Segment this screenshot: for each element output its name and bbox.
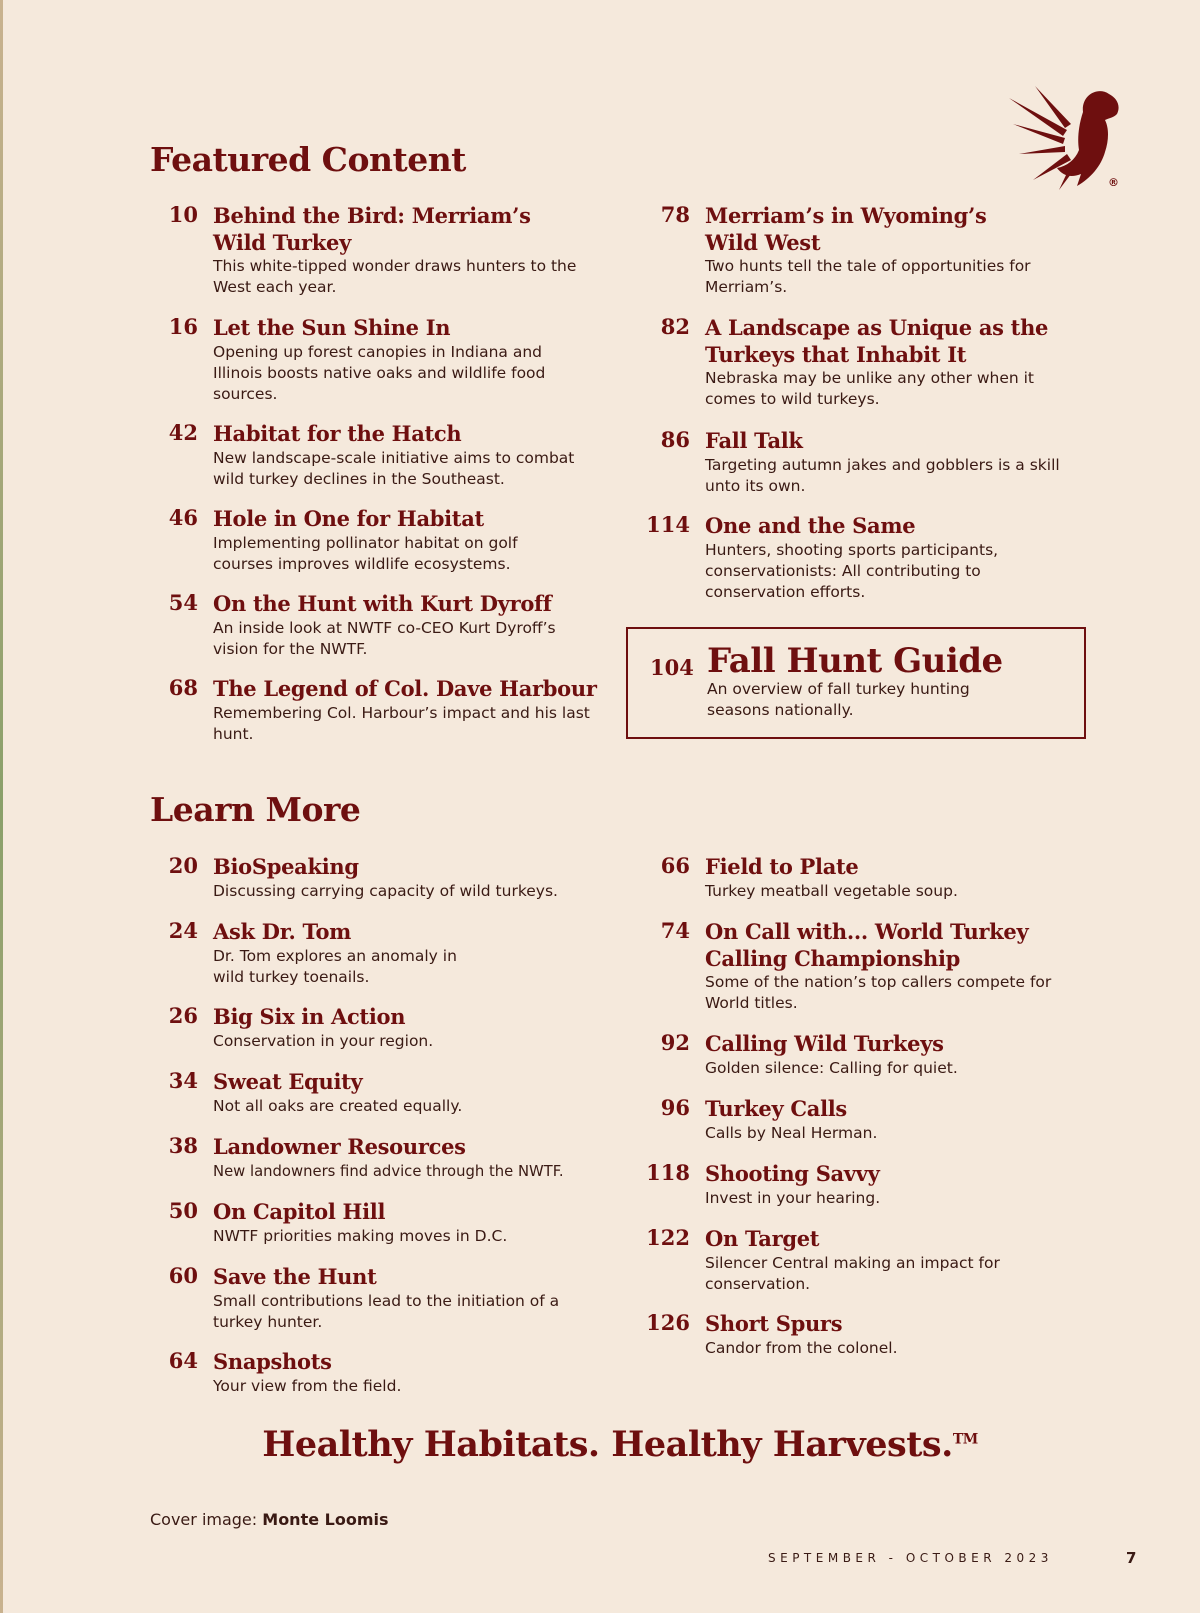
article-title: Big Six in Action xyxy=(213,1004,406,1029)
article-description: Hunters, shooting sports participants, conservationists: All contributing to conservation efforts. xyxy=(705,541,999,601)
page-number: 50 xyxy=(168,1198,198,1223)
article-description: Not all oaks are created equally. xyxy=(213,1097,463,1115)
article-title: Short Spurs xyxy=(705,1311,843,1336)
article-title: Calling Wild Turkeys xyxy=(705,1031,944,1056)
article-title: BioSpeaking xyxy=(213,854,359,879)
article-description: Silencer Central making an impact for conservation. xyxy=(705,1254,1000,1293)
page-number: 126 xyxy=(646,1310,690,1335)
article-description: Your view from the field. xyxy=(213,1377,402,1395)
article-description: Conservation in your region. xyxy=(213,1032,434,1050)
article-title: Ask Dr. Tom xyxy=(213,919,352,944)
article-title: Save the Hunt xyxy=(213,1264,377,1289)
page-number: 68 xyxy=(168,675,198,700)
cover-credit-label: Cover image: xyxy=(150,1510,258,1529)
page-number: 26 xyxy=(168,1003,198,1028)
page-number: 60 xyxy=(168,1263,198,1288)
page-number: 82 xyxy=(660,314,690,339)
page-number: 118 xyxy=(646,1160,690,1185)
article-description: Calls by Neal Herman. xyxy=(705,1124,878,1142)
article-title: On Capitol Hill xyxy=(213,1199,386,1224)
article-description: Nebraska may be unlike any other when it comes to wild turkeys. xyxy=(705,369,1035,408)
page-number: 46 xyxy=(168,505,198,530)
page-number: 86 xyxy=(660,427,690,452)
article-title: Habitat for the Hatch xyxy=(213,421,462,446)
article-description: Dr. Tom explores an anomaly in wild turkey toenails. xyxy=(213,947,457,986)
trademark-mark: TM xyxy=(952,1431,978,1448)
article-title: Behind the Bird: Merriam’s Wild Turkey xyxy=(213,203,531,255)
article-description: Candor from the colonel. xyxy=(705,1339,898,1357)
learn-more-heading: Learn More xyxy=(150,790,361,829)
page-number: 104 xyxy=(650,655,694,680)
page-number: 78 xyxy=(660,202,690,227)
article-title: On Target xyxy=(705,1226,820,1251)
page-number: 20 xyxy=(168,853,198,878)
article-title: A Landscape as Unique as the Turkeys that Inhabit It xyxy=(705,315,1049,367)
fall-hunt-guide-box[interactable] xyxy=(626,627,1086,739)
article-title: On the Hunt with Kurt Dyroff xyxy=(213,591,552,616)
issue-date: SEPTEMBER - OCTOBER 2023 xyxy=(768,1551,1053,1565)
article-description: NWTF priorities making moves in D.C. xyxy=(213,1227,508,1245)
article-title: Landowner Resources xyxy=(213,1134,466,1159)
article-description: New landscape-scale initiative aims to combat wild turkey declines in the Southeast. xyxy=(213,449,575,488)
article-title: Hole in One for Habitat xyxy=(213,506,484,531)
page-number: 54 xyxy=(168,590,198,615)
page-number: 64 xyxy=(168,1348,198,1373)
featured-content-heading: Featured Content xyxy=(150,140,466,179)
article-title: On Call with... World Turkey Calling Championship xyxy=(705,919,1029,971)
article-description: Golden silence: Calling for quiet. xyxy=(705,1059,958,1077)
article-description: New landowners find advice through the NWTF. xyxy=(213,1163,564,1180)
page-number: 10 xyxy=(168,202,198,227)
page-number: 24 xyxy=(168,918,198,943)
page-number: 34 xyxy=(168,1068,198,1093)
article-title: Let the Sun Shine In xyxy=(213,315,451,340)
page-number: 114 xyxy=(646,512,690,537)
article-title: One and the Same xyxy=(705,513,916,538)
article-description: Turkey meatball vegetable soup. xyxy=(705,882,958,900)
article-description: Implementing pollinator habitat on golf courses improves wildlife ecosystems. xyxy=(213,534,518,573)
page-number: 16 xyxy=(168,314,198,339)
page-number: 38 xyxy=(168,1133,198,1158)
article-title: Merriam’s in Wyoming’s Wild West xyxy=(705,203,987,255)
cover-credit xyxy=(150,1510,389,1529)
article-description: Opening up forest canopies in Indiana and Illinois boosts native oaks and wildlife food sources. xyxy=(213,343,546,403)
cover-credit-name: Monte Loomis xyxy=(262,1510,389,1529)
nwtf-turkey-logo-icon xyxy=(1005,82,1125,192)
article-title: Fall Hunt Guide xyxy=(707,641,1003,681)
article-title: Snapshots xyxy=(213,1349,332,1374)
tagline xyxy=(0,1424,1200,1465)
article-description: An overview of fall turkey hunting seasons nationally. xyxy=(707,680,970,719)
article-description: Two hunts tell the tale of opportunities for Merriam’s. xyxy=(705,257,1031,296)
article-description: An inside look at NWTF co-CEO Kurt Dyroff’s vision for the NWTF. xyxy=(213,619,556,658)
page-number: 66 xyxy=(660,853,690,878)
article-title: The Legend of Col. Dave Harbour xyxy=(213,676,597,701)
article-description: Remembering Col. Harbour’s impact and his last hunt. xyxy=(213,704,590,743)
article-title: Turkey Calls xyxy=(705,1096,847,1121)
article-title: Field to Plate xyxy=(705,854,859,879)
article-description: This white-tipped wonder draws hunters to the West each year. xyxy=(213,257,577,296)
article-title: Shooting Savvy xyxy=(705,1161,880,1186)
article-title: Fall Talk xyxy=(705,428,803,453)
page-number: 74 xyxy=(660,918,690,943)
registered-mark: ® xyxy=(1108,176,1119,189)
article-description: Invest in your hearing. xyxy=(705,1189,881,1207)
article-description: Targeting autumn jakes and gobblers is a skill unto its own. xyxy=(705,456,1060,495)
article-description: Some of the nation’s top callers compete for World titles. xyxy=(705,973,1052,1012)
page-folio: 7 xyxy=(1126,1549,1137,1567)
page-number: 42 xyxy=(168,420,198,445)
page-edge-strip xyxy=(0,0,3,1613)
page-number: 122 xyxy=(646,1225,690,1250)
tagline-text: Healthy Habitats. Healthy Harvests. xyxy=(262,1424,953,1465)
article-description: Small contributions lead to the initiation of a turkey hunter. xyxy=(213,1292,560,1331)
page-number: 96 xyxy=(660,1095,690,1120)
page-number: 92 xyxy=(660,1030,690,1055)
article-description: Discussing carrying capacity of wild turkeys. xyxy=(213,882,558,900)
article-title: Sweat Equity xyxy=(213,1069,363,1094)
